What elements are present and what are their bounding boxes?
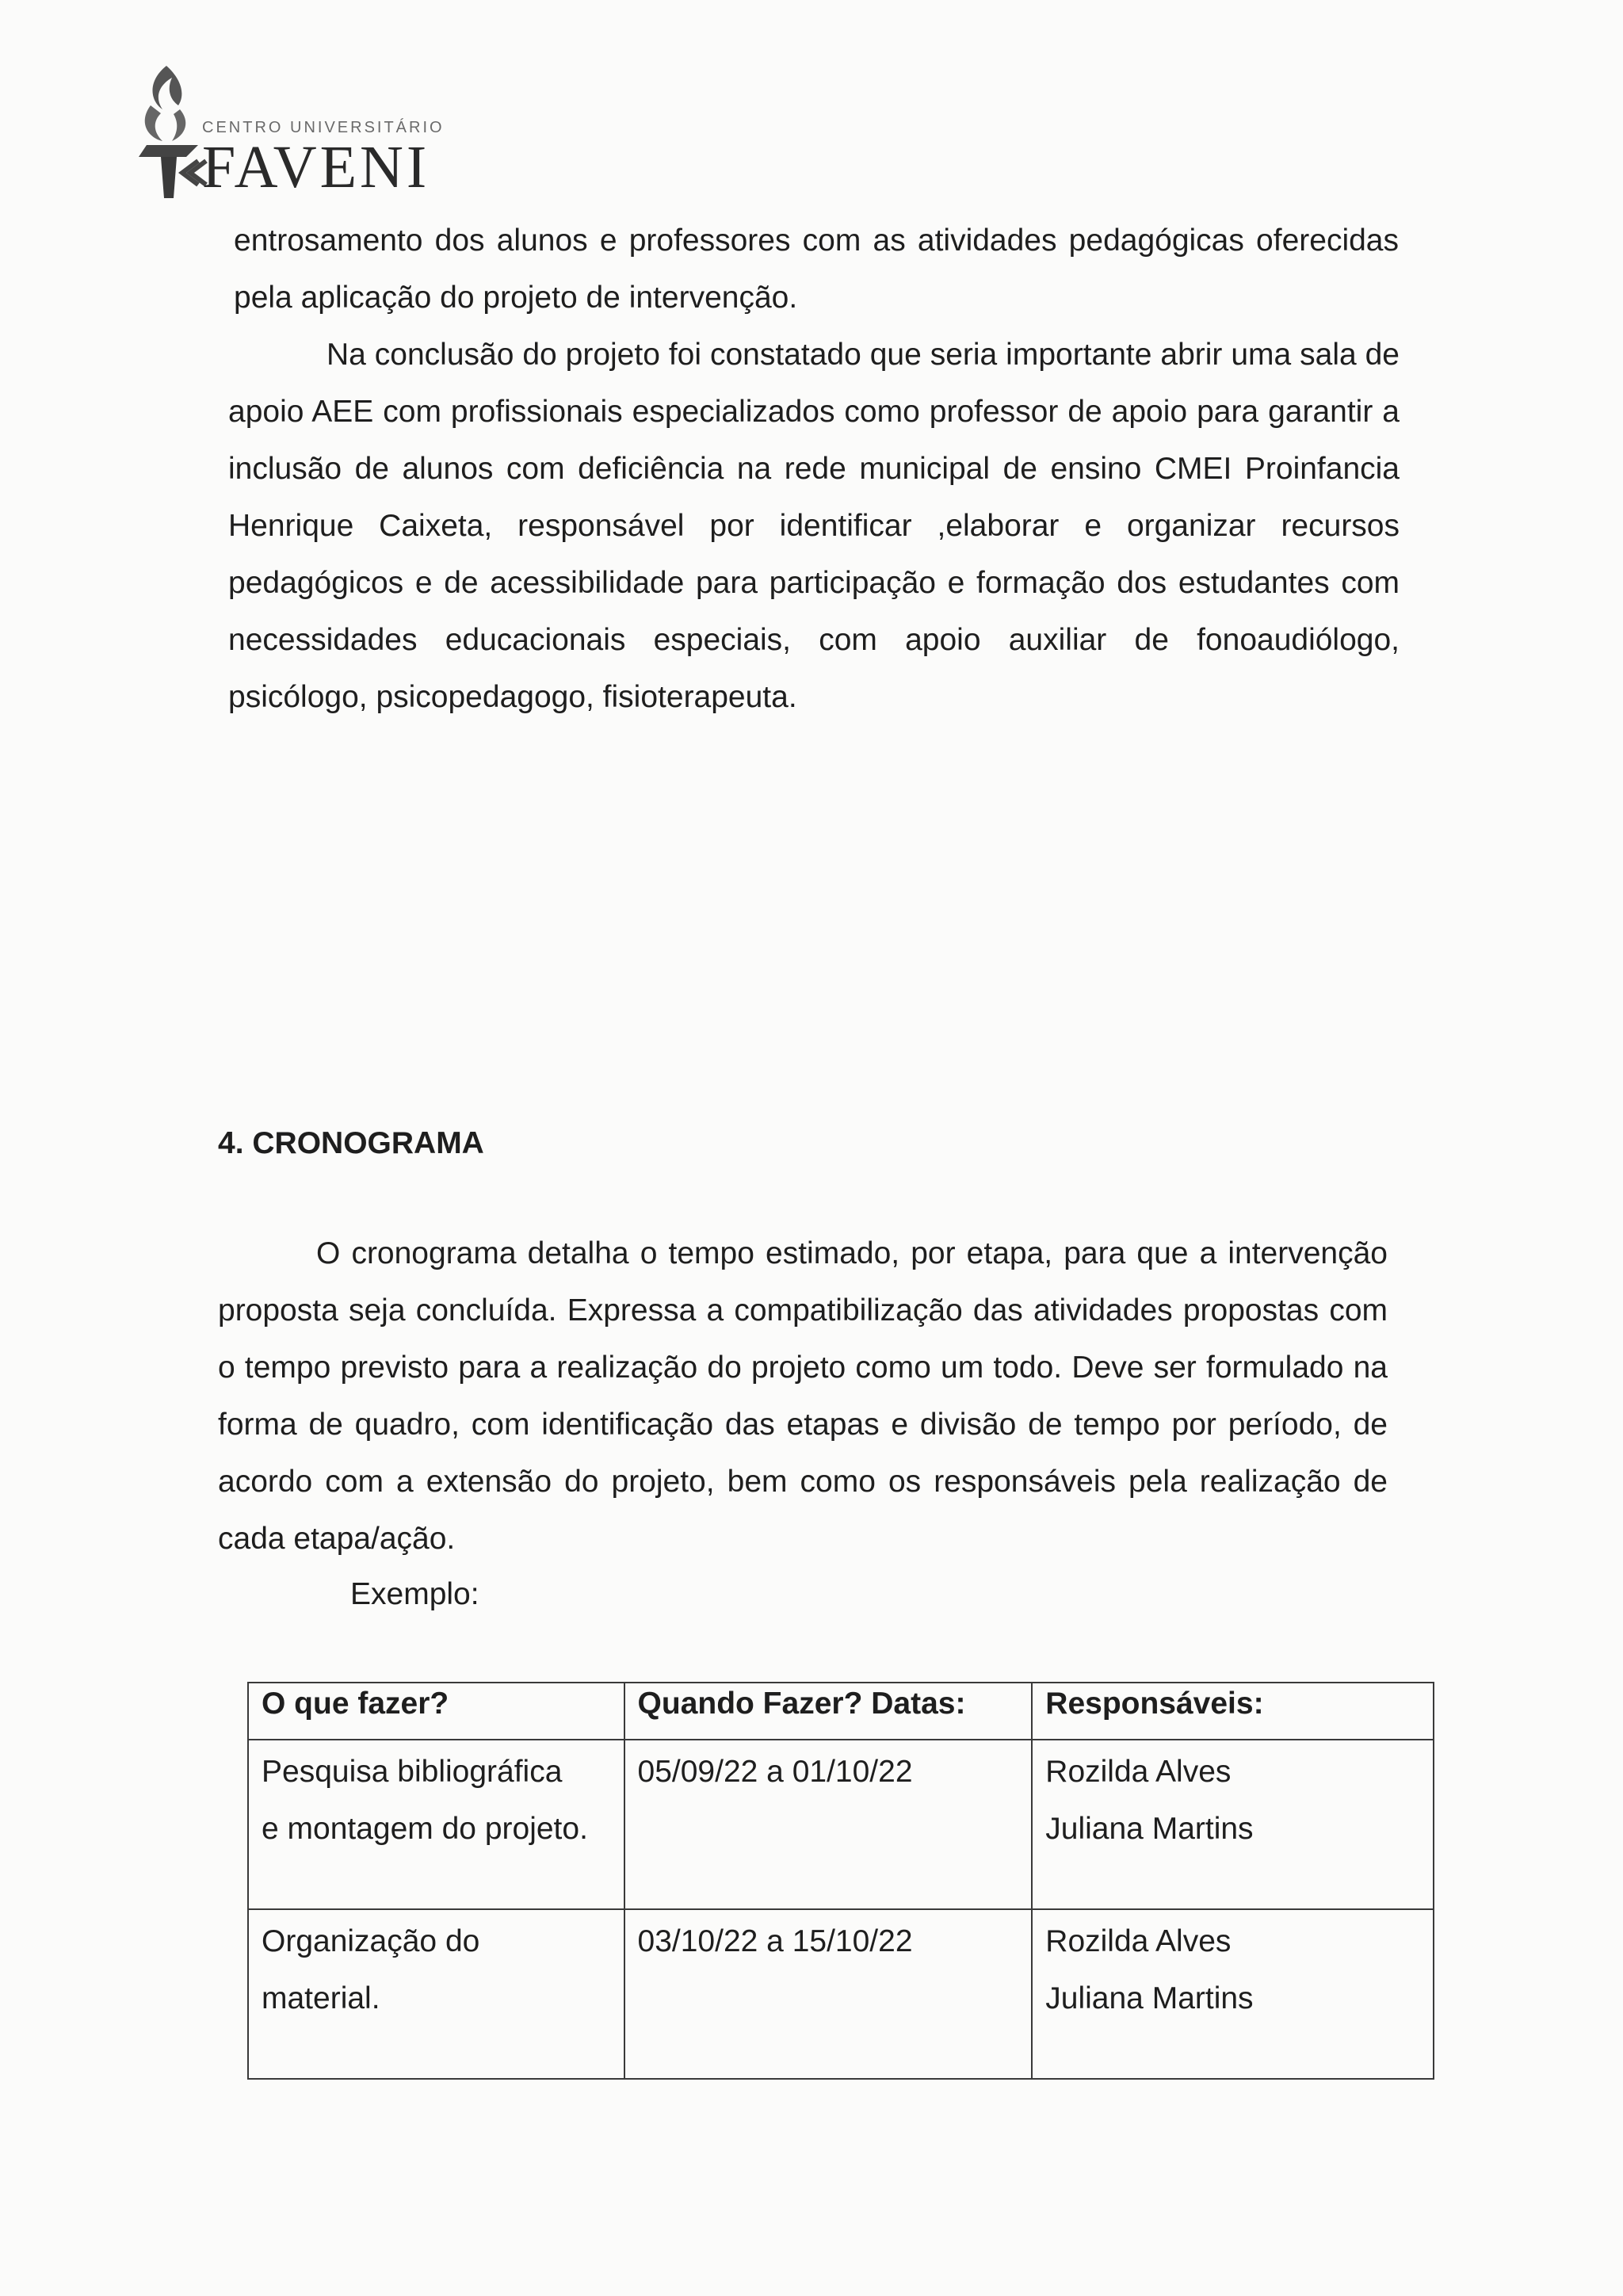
header-who: Responsáveis: xyxy=(1032,1683,1434,1740)
header-what: O que fazer? xyxy=(248,1683,624,1740)
cell-when xyxy=(624,1909,1033,2079)
table-row xyxy=(248,1909,1434,2079)
cell-what-line: material. xyxy=(262,1981,380,2015)
cell-what-line: Organização do xyxy=(262,1924,480,1958)
cell-what-line: e montagem do projeto. xyxy=(262,1812,588,1846)
cell-who-line: Rozilda Alves xyxy=(1045,1924,1232,1958)
cell-who-line: Juliana Martins xyxy=(1045,1812,1254,1846)
cell-who-line: Rozilda Alves xyxy=(1045,1755,1232,1789)
paragraph-2: Na conclusão do projeto foi constatado que seria importante abrir uma sala de apoio AEE com profissionais especializados como professor de apoio para garantir a inclusão de alunos com deficiência na rede municipal de ensino CMEI Proinfancia Henrique Caixeta, responsável por identificar ,elaborar e organizar recursos pedagógicos e de acessibilidade para participação e formação dos estudantes com necessidades educacionais especiais, com apoio auxiliar de fonoaudiólogo, psicólogo, psicopedagogo, fisioterapeuta. xyxy=(228,338,1400,714)
logo-subtitle: CENTRO UNIVERSITÁRIO xyxy=(202,119,445,136)
section-heading-cronograma: 4. CRONOGRAMA xyxy=(218,1126,484,1160)
header-when: Quando Fazer? Datas: xyxy=(624,1683,1033,1740)
logo-title: FAVENI xyxy=(202,134,430,201)
cell-when-line: 03/10/22 a 15/10/22 xyxy=(637,1924,913,1958)
cell-when-line: 05/09/22 a 01/10/22 xyxy=(637,1755,913,1789)
paragraph-1: entrosamento dos alunos e professores com as atividades pedagógicas oferecidas pela aplicação do projeto de intervenção. xyxy=(234,223,1399,315)
example-label: Exemplo: xyxy=(350,1577,479,1611)
table-row xyxy=(248,1740,1434,1909)
cronograma-table xyxy=(247,1682,1434,2080)
cell-who xyxy=(1032,1740,1434,1909)
cell-when xyxy=(624,1740,1033,1909)
cell-what-line: Pesquisa bibliográfica xyxy=(262,1755,563,1789)
cell-what xyxy=(248,1740,624,1909)
cell-what xyxy=(248,1909,624,2079)
torch-emblem-icon xyxy=(123,62,210,201)
cell-who-line: Juliana Martins xyxy=(1045,1981,1254,2015)
cell-who xyxy=(1032,1909,1434,2079)
paragraph-3: O cronograma detalha o tempo estimado, por etapa, para que a intervenção proposta seja concluída. Expressa a compatibilização das atividades propostas com o tempo previsto para a realização do projeto como um todo. Deve ser formulado na forma de quadro, com identificação das etapas e divisão de tempo por período, de acordo com a extensão do projeto, bem como os responsáveis pela realização de cada etapa/ação. xyxy=(218,1236,1388,1556)
table-header-row xyxy=(248,1683,1434,1740)
faveni-logo xyxy=(123,62,503,201)
